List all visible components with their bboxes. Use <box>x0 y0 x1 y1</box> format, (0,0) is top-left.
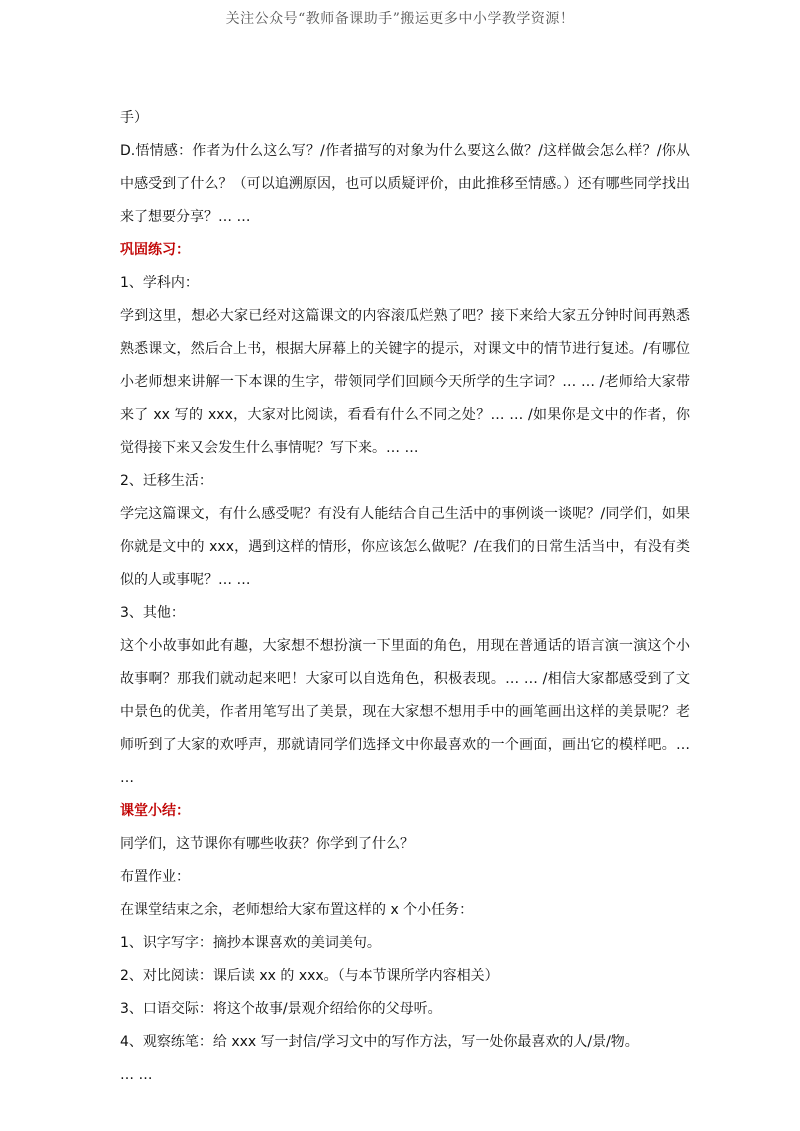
homework-title: 布置作业： <box>120 869 190 885</box>
item-d-emotion: D.悟情感：作者为什么这么写？/作者描写的对象为什么要这么做？/这样做会怎么样？/你从中感受到了什么？（可以追溯原因，也可以质疑评价，由此推移至情感。）还有哪些同学找出来了想要分享？… … <box>120 143 690 225</box>
page-header-banner: 关注公众号“教师备课助手”搬运更多中小学教学资源！ <box>225 11 575 27</box>
practice-heading: 巩固练习： <box>120 242 190 258</box>
homework-intro: 在课堂结束之余，老师想给大家布置这样的 x 个小任务： <box>120 902 474 918</box>
closing-ellipsis: … … <box>120 1067 153 1083</box>
practice-2-body: 学完这篇课文，有什么感受呢？有没有人能结合自己生活中的事例谈一谈呢？/同学们，如果你就是文中的 xxx，遇到这样的情形，你应该怎么做呢？/在我们的日常生活当中，有没有类似的人或事呢？… … <box>120 506 690 588</box>
practice-3-body: 这个小故事如此有趣，大家想不想扮演一下里面的角色，用现在普通话的语言演一演这个小故事啊？那我们就动起来吧！大家可以自选角色，积极表现。… … /相信大家都感受到了文中景色的优美，作者用笔写出了美景，现在大家想不想用手中的画笔画出这样的美景呢？老师听到了大家的欢呼声，那就请同学们选择文中你最喜欢的一个画面，画出它的模样吧。… … <box>120 638 690 786</box>
summary-body: 同学们，这节课你有哪些收获？你学到了什么？ <box>120 836 414 852</box>
summary-heading: 课堂小结： <box>120 803 190 819</box>
homework-item-1: 1、识字写字：摘抄本课喜欢的美词美句。 <box>120 935 381 951</box>
practice-1-body: 学到这里，想必大家已经对这篇课文的内容滚瓜烂熟了吧？接下来给大家五分钟时间再熟悉熟悉课文，然后合上书，根据大屏幕上的关键字的提示，对课文中的情节进行复述。/有哪位小老师想来讲解一下本课的生字，带领同学们回顾今天所学的生字词？… … /老师给大家带来了 xx 写的 xxx，大家对比阅读，看看有什么不同之处？… … /如果你是文中的作者，你觉得接下来又会发生什么事情呢？写下来。… … <box>120 308 690 456</box>
homework-item-4: 4、观察练笔：给 xxx 写一封信/学习文中的写作方法，写一处你最喜欢的人/景/物。 <box>120 1034 639 1050</box>
practice-2-title: 2、迁移生活： <box>120 473 213 489</box>
practice-3-title: 3、其他： <box>120 605 185 621</box>
document-body <box>120 102 690 1092</box>
continued-line: 手） <box>120 110 148 126</box>
practice-1-title: 1、学科内： <box>120 275 199 291</box>
homework-item-2: 2、对比阅读：课后读 xx 的 xxx。（与本节课所学内容相关） <box>120 968 499 984</box>
homework-item-3: 3、口语交际：将这个故事/景观介绍给你的父母听。 <box>120 1001 442 1017</box>
